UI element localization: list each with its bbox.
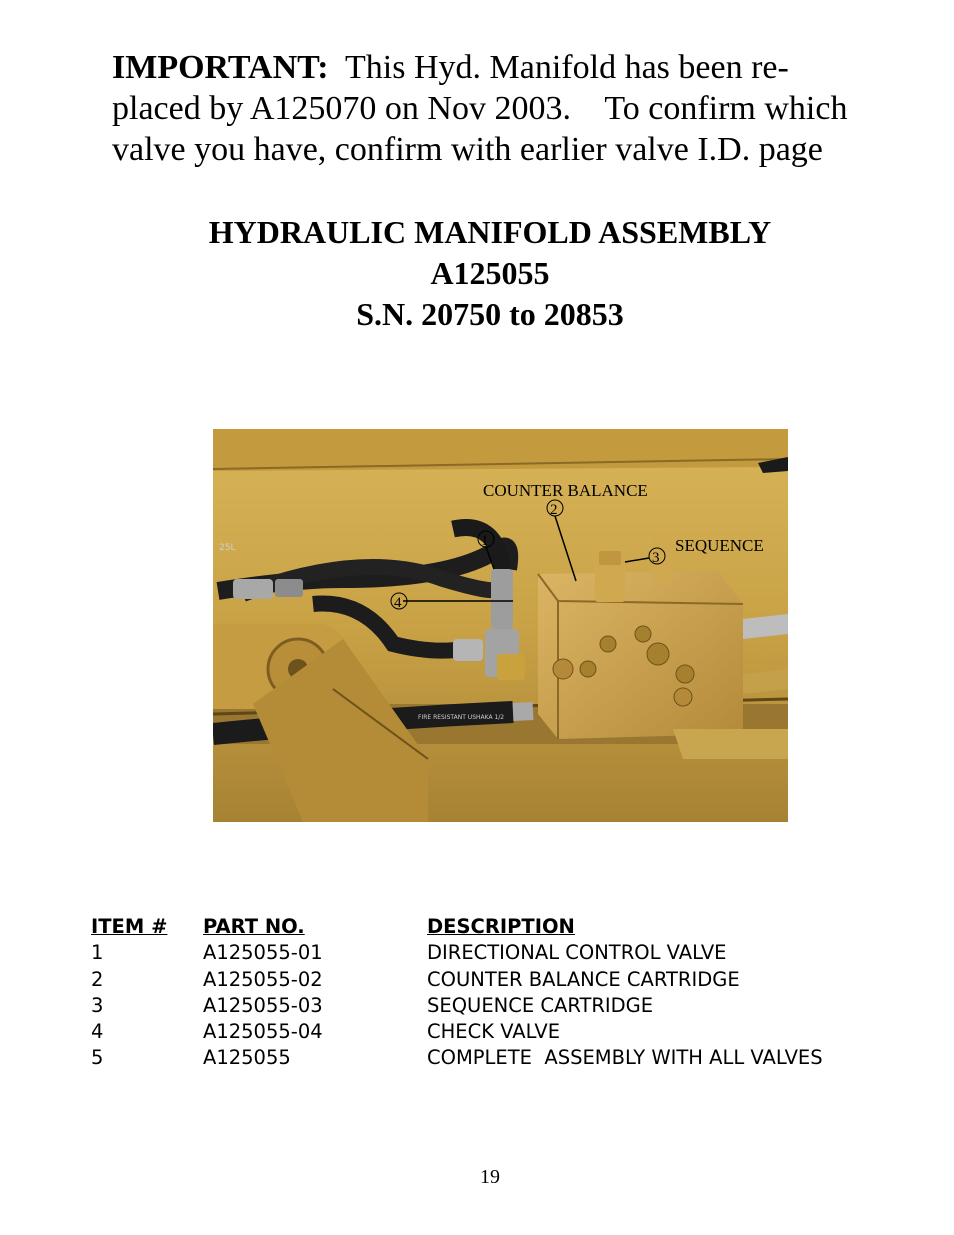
- part-number: A125055-03: [203, 993, 323, 1017]
- item-number: 2: [91, 967, 104, 991]
- part-number: A125055-01: [203, 941, 323, 965]
- notice-text-1: This Hyd. Manifold has been re-: [345, 49, 789, 86]
- assembly-part-number: A125055: [430, 255, 550, 291]
- manifold-photo: [213, 429, 788, 822]
- part-number: A125055-04: [203, 1020, 323, 1044]
- part-description: CHECK VALVE: [427, 1020, 561, 1044]
- hose-print-1: FIRE RESISTANT USHAKA 1/2: [418, 714, 505, 721]
- part-description: DIRECTIONAL CONTROL VALVE: [427, 941, 727, 965]
- parts-table: [91, 914, 823, 1072]
- marker-1: 1: [481, 533, 489, 549]
- part-description: COUNTER BALANCE CARTRIDGE: [427, 967, 740, 991]
- important-notice: [112, 47, 902, 170]
- item-number: 3: [91, 993, 104, 1017]
- callout-counter-balance: COUNTER BALANCE: [483, 481, 648, 500]
- table-row: [91, 940, 823, 966]
- item-number: 1: [91, 941, 104, 965]
- marker-2: 2: [550, 502, 558, 518]
- marker-3: 3: [652, 550, 660, 566]
- notice-line-3: valve you have, confirm with earlier valve I.D. page: [112, 131, 823, 168]
- notice-line-1: [112, 47, 902, 88]
- serial-range: S.N. 20750 to 20853: [356, 296, 624, 332]
- page-number: 19: [480, 1166, 500, 1188]
- table-row: [91, 967, 823, 993]
- callout-sequence: SEQUENCE: [675, 536, 764, 555]
- hose-print-2: 25L: [219, 543, 236, 553]
- notice-line-2: placed by A125070 on Nov 2003. To confirm which: [112, 90, 848, 127]
- part-description: COMPLETE ASSEMBLY WITH ALL VALVES: [427, 1046, 823, 1070]
- part-number: A125055-02: [203, 967, 323, 991]
- part-description: SEQUENCE CARTRIDGE: [427, 993, 654, 1017]
- header-part-no: PART NO.: [203, 915, 305, 938]
- header-item: ITEM #: [91, 915, 168, 938]
- part-number: A125055: [203, 1046, 291, 1070]
- parts-table-header: [91, 914, 823, 940]
- header-description: DESCRIPTION: [427, 915, 575, 938]
- table-row: [91, 1045, 823, 1071]
- table-row: [91, 993, 823, 1019]
- assembly-title: HYDRAULIC MANIFOLD ASSEMBLY: [208, 214, 772, 250]
- item-number: 5: [91, 1046, 104, 1070]
- marker-4: 4: [394, 595, 402, 611]
- table-row: [91, 1019, 823, 1045]
- notice-label: IMPORTANT:: [112, 49, 329, 86]
- item-number: 4: [91, 1020, 104, 1044]
